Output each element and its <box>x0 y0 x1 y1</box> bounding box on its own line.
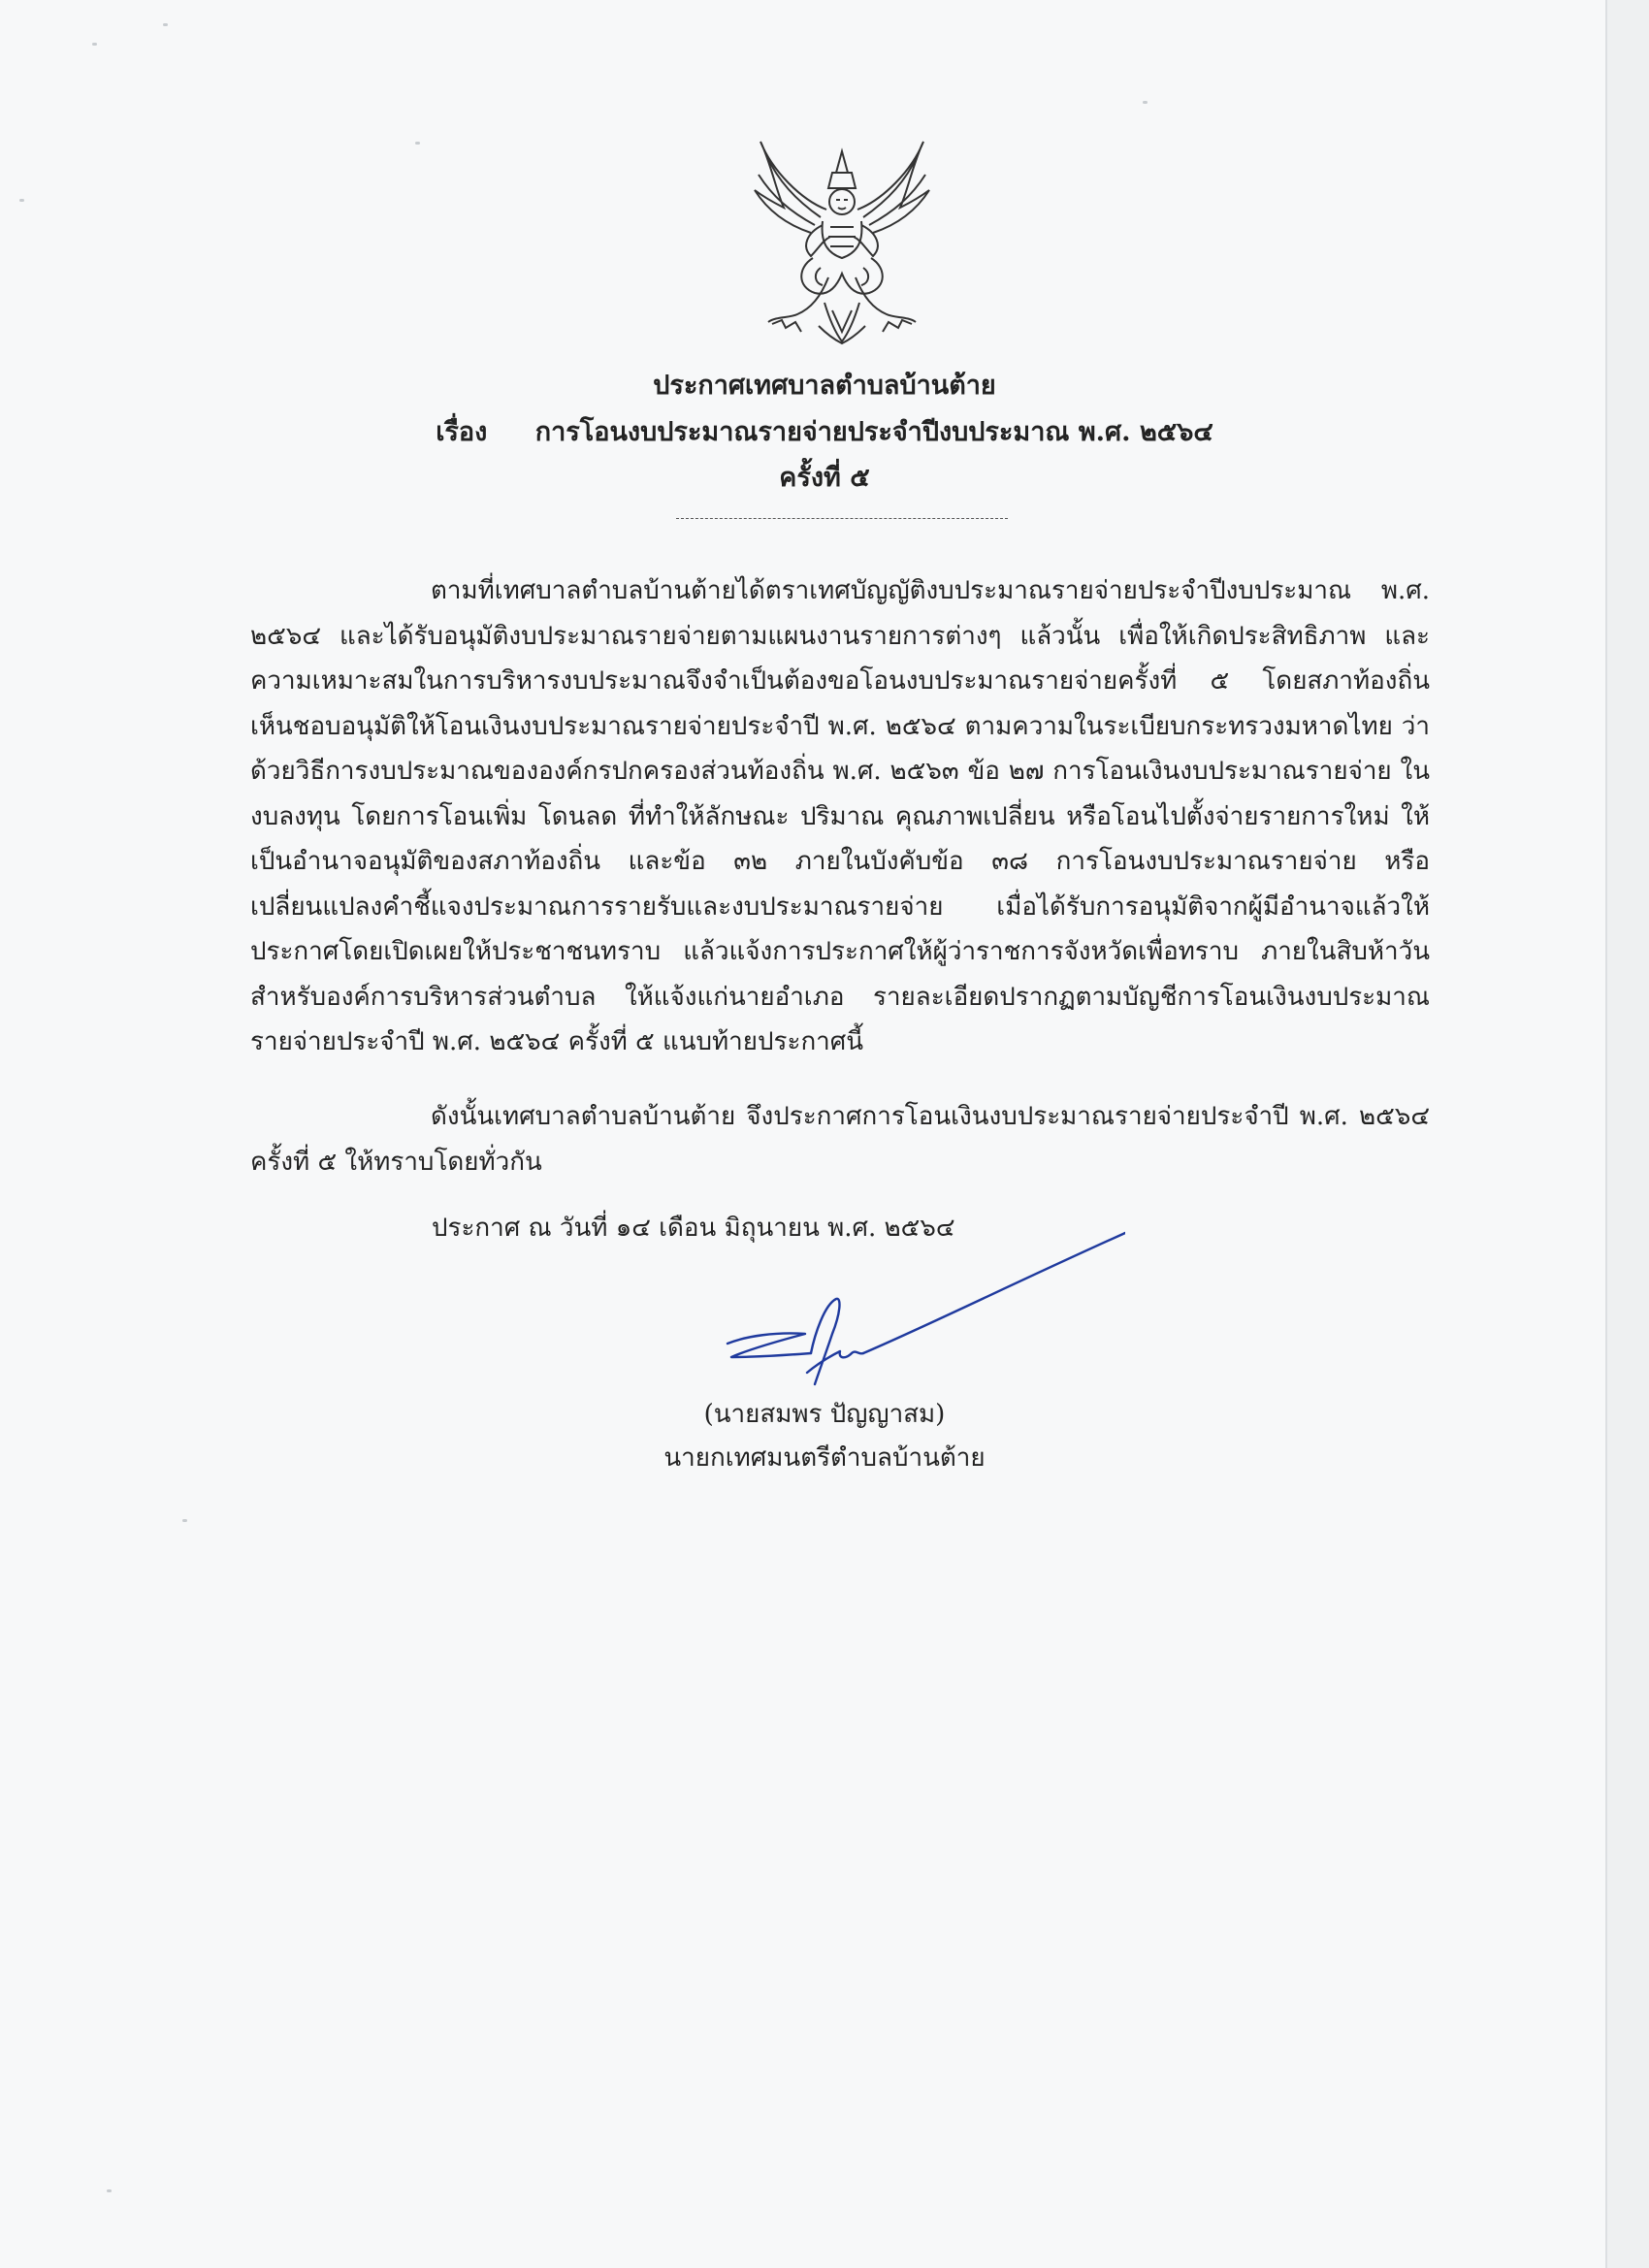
subject-text: การโอนงบประมาณรายจ่ายประจำปีงบประมาณ พ.ศ. ๒๕๖๔ <box>534 417 1213 447</box>
subject-label: เรื่อง <box>436 417 488 447</box>
signer-name: (นายสมพร ปัญญาสม) <box>703 1400 946 1429</box>
paper-speck <box>182 1519 187 1522</box>
body-paragraph: ตามที่เทศบาลตำบลบ้านต้ายได้ตราเทศบัญญัติงบประมาณรายจ่ายประจำปีงบประมาณ พ.ศ. ๒๕๖๔ และได้รับอนุมัติงบประมาณรายจ่ายตามแผนงานรายการต่างๆ แล้วนั้น เพื่อให้เกิดประสิทธิภาพ และ ความเหมาะสมในการบริหารงบประมาณจึงจำเป็นต้องขอโอนงบประมาณรายจ่ายครั้งที่ ๕ โดยสภาท้องถิ่น เห็นชอบอนุมัติให้โอนเงินงบประมาณรายจ่ายประจำปี พ.ศ. ๒๕๖๔ ตามความในระเบียบกระทรวงมหาดไทย ว่าด้วยวิธีการงบประมาณขององค์กรปกครองส่วนท้องถิ่น พ.ศ. ๒๕๖๓ ข้อ ๒๗ การโอนเงินงบประมาณรายจ่าย ในงบลงทุน โดยการโอนเพิ่ม โดนลด ที่ทำให้ลักษณะ ปริมาณ คุณภาพเปลี่ยน หรือโอนไปตั้งจ่ายรายการใหม่ ให้เป็นอำนาจอนุมัติของสภาท้องถิ่น และข้อ ๓๒ ภายในบังคับข้อ ๓๘ การโอนงบประมาณรายจ่าย หรือ เปลี่ยนแปลงคำชี้แจงประมาณการรายรับและงบประมาณรายจ่าย เมื่อได้รับการอนุมัติจากผู้มีอำนาจแล้วให้ ประกาศโดยเปิดเผยให้ประชาชนทราบ แล้วแจ้งการประกาศให้ผู้ว่าราชการจังหวัดเพื่อทราบ ภายในสิบห้าวัน สำหรับองค์การบริหารส่วนตำบล ให้แจ้งแก่นายอำเภอ รายละเอียดปรากฏตามบัญชีการโอนเงินงบประมาณ รายจ่ายประจำปี พ.ศ. ๒๕๖๔ ครั้งที่ ๕ แนบท้ายประกาศนี้ <box>250 576 1430 1056</box>
paper-speck <box>1143 101 1148 104</box>
paper-speck <box>92 43 97 46</box>
handwritten-signature <box>718 1227 1125 1392</box>
signer-title: นายกเทศมนตรีตำบลบ้านต้าย <box>663 1443 986 1473</box>
paper-speck <box>415 142 420 145</box>
announcement-title: ประกาศเทศบาลตำบลบ้านต้าย <box>653 371 996 401</box>
paper-speck <box>19 199 24 202</box>
paper-speck <box>163 23 168 26</box>
title-divider <box>676 518 1008 519</box>
garuda-emblem-icon <box>743 132 942 347</box>
conclusion-paragraph: ดังนั้นเทศบาลตำบลบ้านต้าย จึงประกาศการโอนเงินงบประมาณรายจ่ายประจำปี พ.ศ. ๒๕๖๔ ครั้งที่ ๕ ให้ทราบโดยทั่วกัน <box>250 1102 1430 1177</box>
subject-row <box>0 410 1649 452</box>
paper-speck <box>107 2189 112 2192</box>
announcement-date: ประกาศ ณ วันที่ ๑๔ เดือน มิถุนายน พ.ศ. ๒๕๖๔ <box>432 1214 955 1243</box>
round-number: ครั้งที่ ๕ <box>779 463 870 493</box>
